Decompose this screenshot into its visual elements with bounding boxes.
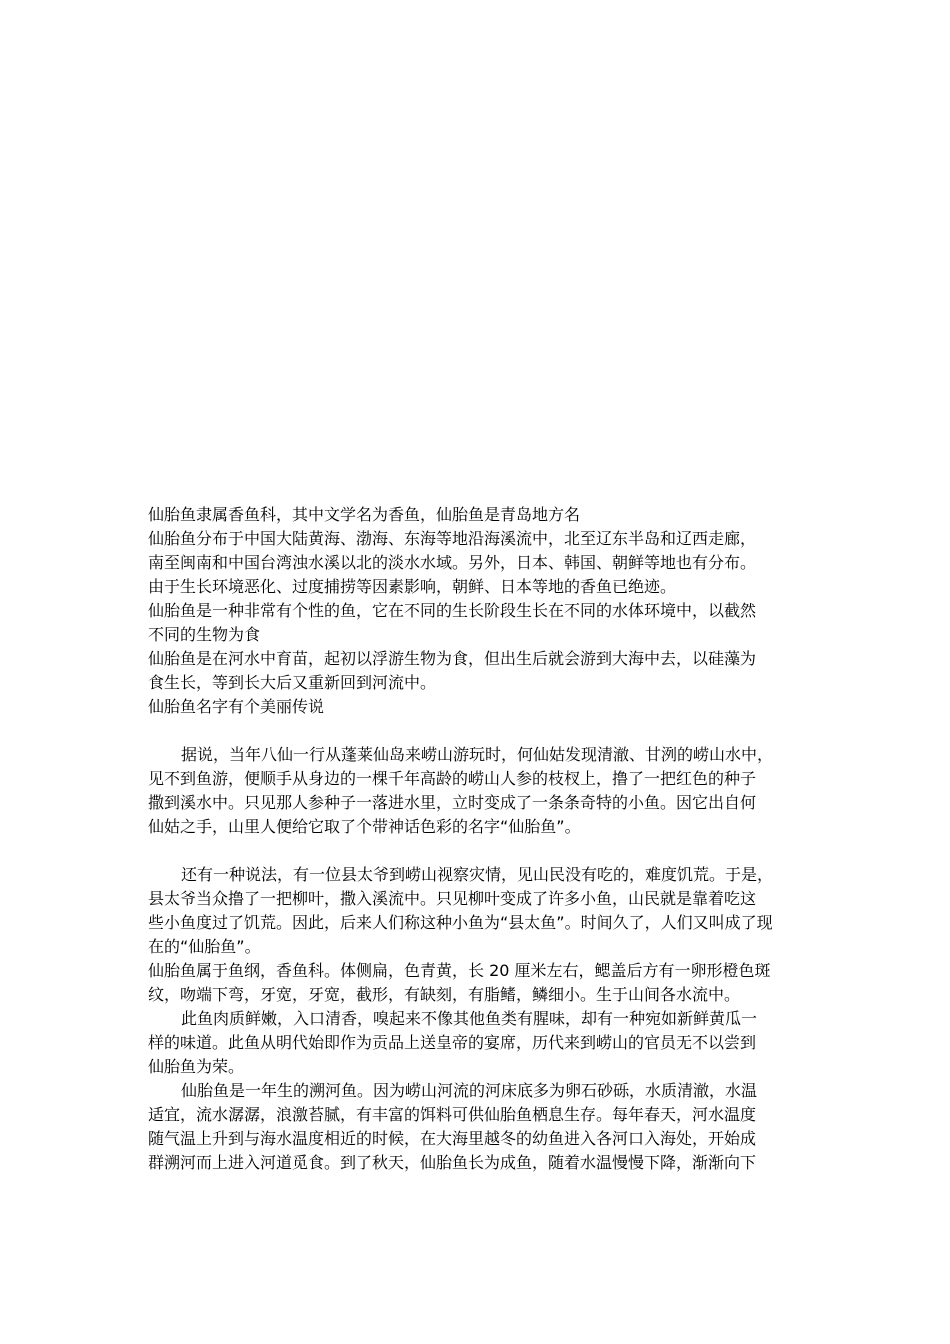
text-line: 仙胎鱼是一年生的溯河鱼。因为崂山河流的河床底多为卵石砂砾，水质清澈，水温 — [181, 1081, 758, 1100]
text-line: 纹，吻端下弯，牙宽，牙宽，截形，有缺刻，有脂鳍，鳞细小。生于山间各水流中。 — [148, 985, 741, 1004]
blank-line — [148, 719, 810, 743]
section-heading: 仙胎鱼名字有个美丽传说 — [148, 697, 325, 716]
text-line: 仙胎鱼隶属香鱼科，其中文学名为香鱼，仙胎鱼是青岛地方名 — [148, 505, 581, 524]
text-line: 仙胎鱼是在河水中育苗，起初以浮游生物为食，但出生后就会游到大海中去，以硅藻为 — [148, 649, 757, 668]
text-line: 群溯河而上进入河道觅食。到了秋天，仙胎鱼长为成鱼，随着水温慢慢下降，渐渐向下 — [148, 1153, 757, 1172]
blank-line — [148, 839, 810, 863]
text-line: 样的味道。此鱼从明代始即作为贡品上送皇帝的宴席，历代来到崂山的官员无不以尝到 — [148, 1033, 757, 1052]
document-body — [148, 503, 810, 1175]
text-line: 仙胎鱼为荣。 — [148, 1057, 245, 1076]
text-line: 仙姑之手，山里人便给它取了个带神话色彩的名字“仙胎鱼”。 — [148, 817, 581, 836]
text-line: 仙胎鱼是一种非常有个性的鱼，它在不同的生长阶段生长在不同的水体环境中，以截然 — [148, 601, 757, 620]
text-line: 随气温上升到与海水温度相近的时候，在大海里越冬的幼鱼进入各河口入海处，开始成 — [148, 1129, 757, 1148]
text-line: 适宜，流水潺潺，浪激苔腻，有丰富的饵料可供仙胎鱼栖息生存。每年春天，河水温度 — [148, 1105, 757, 1124]
text-line: 在的“仙胎鱼”。 — [148, 937, 261, 956]
text-line: 不同的生物为食 — [148, 625, 261, 644]
text-line: 此鱼肉质鲜嫩，入口清香，嗅起来不像其他鱼类有腥味，却有一种宛如新鲜黄瓜一 — [181, 1009, 758, 1028]
text-line: 见不到鱼游，便顺手从身边的一棵千年高龄的崂山人参的枝杈上，撸了一把红色的种子 — [148, 769, 757, 788]
text-line: 由于生长环境恶化、过度捕捞等因素影响，朝鲜、日本等地的香鱼已绝迹。 — [148, 577, 677, 596]
text-line: 仙胎鱼属于鱼纲，香鱼科。体侧扁，色青黄，长 20 厘米左右，鳃盖后方有一卵形橙色斑 — [148, 961, 771, 980]
text-line: 南至闽南和中国台湾浊水溪以北的淡水水域。另外，日本、韩国、朝鲜等地也有分布。 — [148, 553, 757, 572]
text-line: 据说，当年八仙一行从蓬莱仙岛来崂山游玩时，何仙姑发现清澈、甘洌的崂山水中， — [181, 745, 774, 764]
text-line: 食生长，等到长大后又重新回到河流中。 — [148, 673, 437, 692]
text-line: 撒到溪水中。只见那人参种子一落进水里，立时变成了一条条奇特的小鱼。因它出自何 — [148, 793, 757, 812]
text-line: 些小鱼度过了饥荒。因此，后来人们称这种小鱼为“县太鱼”。时间久了，人们又叫成了现 — [148, 913, 773, 932]
text-line: 还有一种说法，有一位县太爷到崂山视察灾情，见山民没有吃的，难度饥荒。于是， — [181, 865, 774, 884]
text-line: 县太爷当众撸了一把柳叶，撒入溪流中。只见柳叶变成了许多小鱼，山民就是靠着吃这 — [148, 889, 757, 908]
text-line: 仙胎鱼分布于中国大陆黄海、渤海、东海等地沿海溪流中，北至辽东半岛和辽西走廊， — [148, 529, 757, 548]
